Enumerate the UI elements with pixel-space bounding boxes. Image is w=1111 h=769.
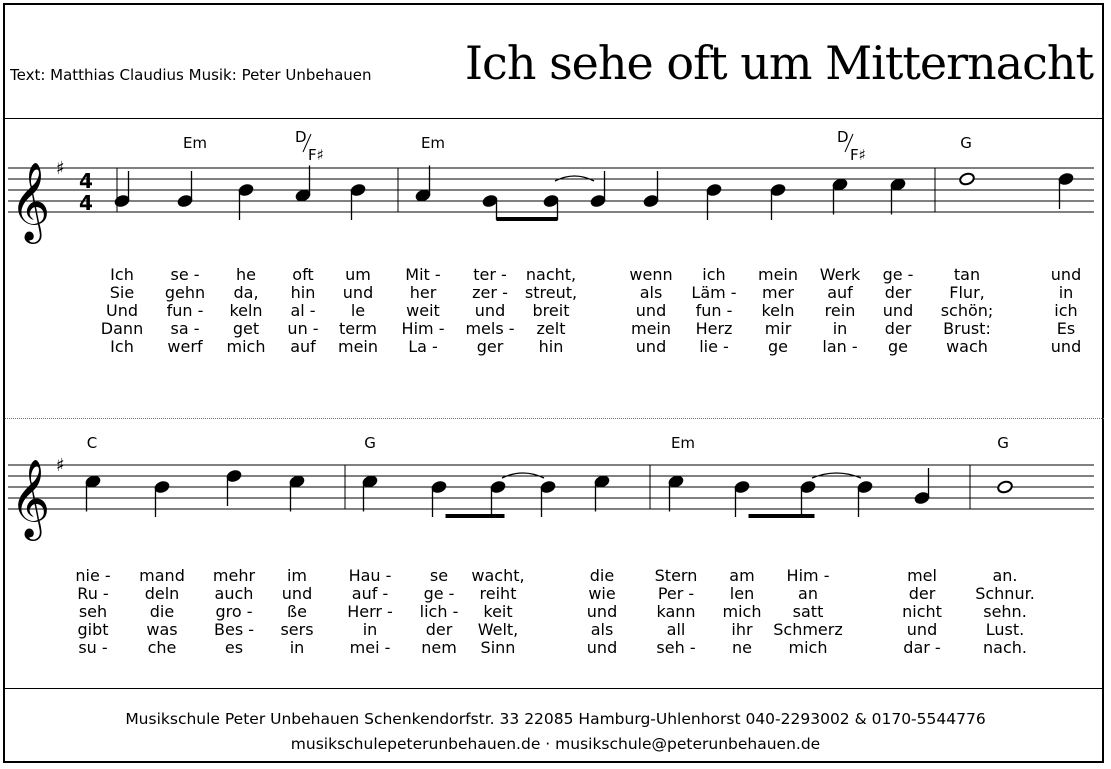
lyric-syllable: lie - [699,337,729,356]
quarter-note [857,480,874,494]
lyric-syllable: gro - [215,602,253,621]
lyric-syllable: mer [761,283,795,302]
lyric-syllable: Lust. [985,620,1025,639]
lyric-syllable: Bes - [213,620,255,639]
lyric-syllable: lich - [419,602,459,621]
lyric-syllable: und [474,301,506,320]
lyrics-verse-2 [0,585,1111,603]
lyric-syllable: und [882,301,914,320]
chord-symbol: G [997,434,1009,452]
lyric-syllable: wenn [629,265,673,284]
lyric-syllable: auch [214,584,254,603]
quarter-note [431,480,448,494]
lyric-syllable: in [1058,283,1074,302]
time-signature-icon: 4 [79,191,93,215]
lyrics-verse-5 [0,639,1111,657]
lyric-syllable: und [906,620,938,639]
chord-symbol: Em [420,134,446,152]
treble-clef-icon: 𝄞 [10,459,51,538]
lyric-syllable: mein [337,337,379,356]
quarter-note [914,491,931,505]
quarter-note [154,480,171,494]
lyric-syllable: in [362,620,378,639]
lyric-syllable: und [586,602,618,621]
lyric-syllable: mehr [212,566,256,585]
eighth-beam [749,514,815,518]
lyric-syllable: he [236,265,256,284]
lyric-syllable: ge [888,337,908,356]
lyric-syllable: Sinn [480,638,516,657]
lyric-syllable: Läm - [691,283,737,302]
lyrics-verse-5 [0,338,1111,356]
lyric-syllable: zer - [472,283,508,302]
chord-symbol: D [295,128,307,146]
lyric-syllable: mich [788,638,828,657]
lyric-syllable: ße [287,602,307,621]
lyric-syllable: in [832,319,848,338]
quarter-note [289,474,306,488]
lyric-syllable: wie [588,584,616,603]
lyric-syllable: auf [290,337,316,356]
lyric-syllable: wacht, [471,566,525,585]
time-signature-icon: 4 [79,169,93,193]
lyric-syllable: schön; [940,301,994,320]
lyric-syllable: her [409,283,437,302]
lyric-syllable: deln [144,584,180,603]
lyric-syllable: Him - [786,566,830,585]
lyric-syllable: als [590,620,614,639]
lyric-syllable: nicht [902,602,942,621]
half-note [997,480,1014,494]
lyric-syllable: und [281,584,313,603]
lyric-syllable: dar - [903,638,941,657]
quarter-note [770,183,787,197]
lyric-syllable: Welt, [477,620,519,639]
quarter-note [590,194,607,208]
lyric-syllable: die [149,602,175,621]
quarter-note [226,469,243,483]
lyric-syllable: len [729,584,755,603]
lyric-syllable: se - [170,265,200,284]
quarter-note [800,480,817,494]
lyric-syllable: lan - [822,337,858,356]
lyric-syllable: mels - [465,319,515,338]
lyric-syllable: Ich [110,265,134,284]
lyric-syllable: Mit - [405,265,441,284]
lyric-syllable: mel [907,566,937,585]
lyric-syllable: su - [78,638,108,657]
lyric-syllable: hin [290,283,316,302]
lyric-syllable: streut, [524,283,578,302]
staff-system-1 [0,120,1111,260]
lyric-syllable: gehn [164,283,206,302]
lyric-syllable: und [635,337,667,356]
lyric-syllable: sehn. [983,602,1027,621]
song-title: Ich sehe oft um Mitternacht [464,36,1093,90]
lyric-syllable: als [639,283,663,302]
lyrics-verse-3 [0,603,1111,621]
lyric-syllable: term [339,319,377,338]
lyric-syllable: keln [229,301,263,320]
lyric-syllable: mei - [349,638,391,657]
lyric-syllable: seh [78,602,108,621]
quarter-note [832,177,849,191]
lyric-syllable: Herz [695,319,733,338]
header-divider [5,118,1104,119]
lyric-syllable: La - [408,337,438,356]
lyric-syllable: gibt [77,620,109,639]
chord-symbol: C [86,434,98,452]
lyric-syllable: und [586,638,618,657]
lyric-syllable: da, [233,283,259,302]
lyric-syllable: Per - [657,584,695,603]
quarter-note [490,480,507,494]
quarter-note [540,480,557,494]
lyric-syllable: che [147,638,177,657]
treble-clef-icon: 𝄞 [10,162,51,241]
lyric-syllable: mich [722,602,762,621]
lyric-syllable: Ru - [77,584,109,603]
quarter-note [668,474,685,488]
lyric-syllable: keln [761,301,795,320]
chord-symbol: Em [182,134,208,152]
lyric-syllable: ne [732,638,752,657]
lyric-syllable: reiht [479,584,517,603]
lyric-syllable: nach. [983,638,1027,657]
quarter-note [734,480,751,494]
quarter-note [295,188,312,202]
lyric-syllable: rein [824,301,856,320]
lyrics-verse-4 [0,621,1111,639]
lyric-syllable: der [908,584,936,603]
key-signature-sharp-icon: ♯ [56,158,65,179]
lyric-syllable: seh - [656,638,696,657]
lyric-syllable: auf [827,283,853,302]
lyric-syllable: Hau - [348,566,392,585]
system-divider [5,418,1104,419]
quarter-note [350,183,367,197]
lyric-syllable: Brust: [943,319,991,338]
lyric-syllable: ger [476,337,504,356]
lyric-syllable: ihr [731,620,753,639]
lyric-syllable: Ich [110,337,134,356]
quarter-note [415,188,432,202]
lyric-syllable: breit [532,301,570,320]
lyric-syllable: mir [764,319,792,338]
lyrics-verse-1 [0,567,1111,585]
lyric-syllable: al - [290,301,316,320]
lyric-syllable: Herr - [347,602,393,621]
lyric-syllable: nem [421,638,457,657]
lyrics-verse-3 [0,302,1111,320]
lyric-syllable: se [429,566,449,585]
lyric-syllable: werf [167,337,203,356]
lyric-syllable: an. [992,566,1018,585]
quarter-note [238,183,255,197]
chord-symbol: G [364,434,376,452]
lyric-syllable: der [425,620,453,639]
lyric-syllable: Es [1056,319,1076,338]
lyric-syllable: ge [768,337,788,356]
lyric-syllable: le [350,301,366,320]
staff-system-2 [0,425,1111,565]
lyric-syllable: und [1050,337,1082,356]
lyric-syllable: all [666,620,686,639]
lyric-syllable: zelt [536,319,566,338]
lyric-syllable: mand [139,566,185,585]
lyric-syllable: ge - [882,265,914,284]
lyric-syllable: weit [406,301,440,320]
quarter-note [643,194,660,208]
lyric-syllable: und [635,301,667,320]
quarter-note [177,194,194,208]
lyric-syllable: um [345,265,371,284]
lyric-syllable: sa - [170,319,200,338]
credits: Text: Matthias Claudius Musik: Peter Unbehauen [10,66,372,84]
chord-bass: F♯ [850,146,866,164]
lyric-syllable: tan [953,265,981,284]
lyric-syllable: in [289,638,305,657]
lyric-syllable: ich [1054,301,1078,320]
lyric-syllable: wach [946,337,988,356]
key-signature-sharp-icon: ♯ [56,455,65,476]
lyric-syllable: es [224,638,244,657]
chord-bass: F♯ [308,146,324,164]
lyric-syllable: der [884,319,912,338]
lyrics-verse-1 [0,266,1111,284]
lyric-syllable: hin [538,337,564,356]
footer-divider [5,688,1104,689]
quarter-note [362,474,379,488]
lyric-syllable: nacht, [525,265,577,284]
lyric-syllable: Dann [100,319,144,338]
lyric-syllable: am [729,566,755,585]
lyric-syllable: Schmerz [773,620,843,639]
quarter-note [1058,172,1075,186]
lyric-syllable: der [884,283,912,302]
lyric-syllable: im [286,566,308,585]
lyric-syllable: fun - [166,301,204,320]
eighth-beam [497,217,558,221]
quarter-note [890,177,907,191]
lyric-syllable: und [1050,265,1082,284]
quarter-note [594,474,611,488]
half-note [959,172,976,186]
lyric-syllable: Sie [109,283,135,302]
lyric-syllable: auf - [351,584,389,603]
footer-contacts: musikschulepeterunbehauen.de · musikschule@peterunbehauen.de [290,735,821,753]
lyric-syllable: sers [280,620,314,639]
lyrics-verse-4 [0,320,1111,338]
quarter-note [543,194,560,208]
eighth-beam [446,514,505,518]
quarter-note [482,194,499,208]
lyric-syllable: was [146,620,178,639]
lyric-syllable: mein [630,319,672,338]
quarter-note [85,474,102,488]
footer-address: Musikschule Peter Unbehauen Schenkendorfstr. 33 22085 Hamburg-Uhlenhorst 040-2293002 & 0170-5544776 [125,710,986,728]
lyric-syllable: satt [792,602,824,621]
lyric-syllable: un - [287,319,319,338]
quarter-note [706,183,723,197]
lyric-syllable: ter - [473,265,507,284]
lyric-syllable: nie - [75,566,111,585]
lyric-syllable: keit [483,602,513,621]
quarter-note [114,194,131,208]
lyric-syllable: Und [105,301,139,320]
chord-symbol: G [960,134,972,152]
lyric-syllable: fun - [695,301,733,320]
lyrics-verse-2 [0,284,1111,302]
chord-symbol: Em [670,434,696,452]
lyric-syllable: oft [292,265,314,284]
lyric-syllable: Flur, [949,283,985,302]
lyric-syllable: ich [702,265,726,284]
lyric-syllable: get [232,319,260,338]
lyric-syllable: Schnur. [975,584,1035,603]
lyric-syllable: Werk [819,265,861,284]
lyric-syllable: an [798,584,818,603]
lyric-syllable: Stern [654,566,698,585]
lyric-syllable: kann [656,602,696,621]
lyric-syllable: Him - [401,319,445,338]
lyric-syllable: mich [226,337,266,356]
lyric-syllable: und [342,283,374,302]
lyric-syllable: die [589,566,615,585]
lyric-syllable: mein [757,265,799,284]
lyric-syllable: ge - [423,584,455,603]
chord-symbol: D [837,128,849,146]
